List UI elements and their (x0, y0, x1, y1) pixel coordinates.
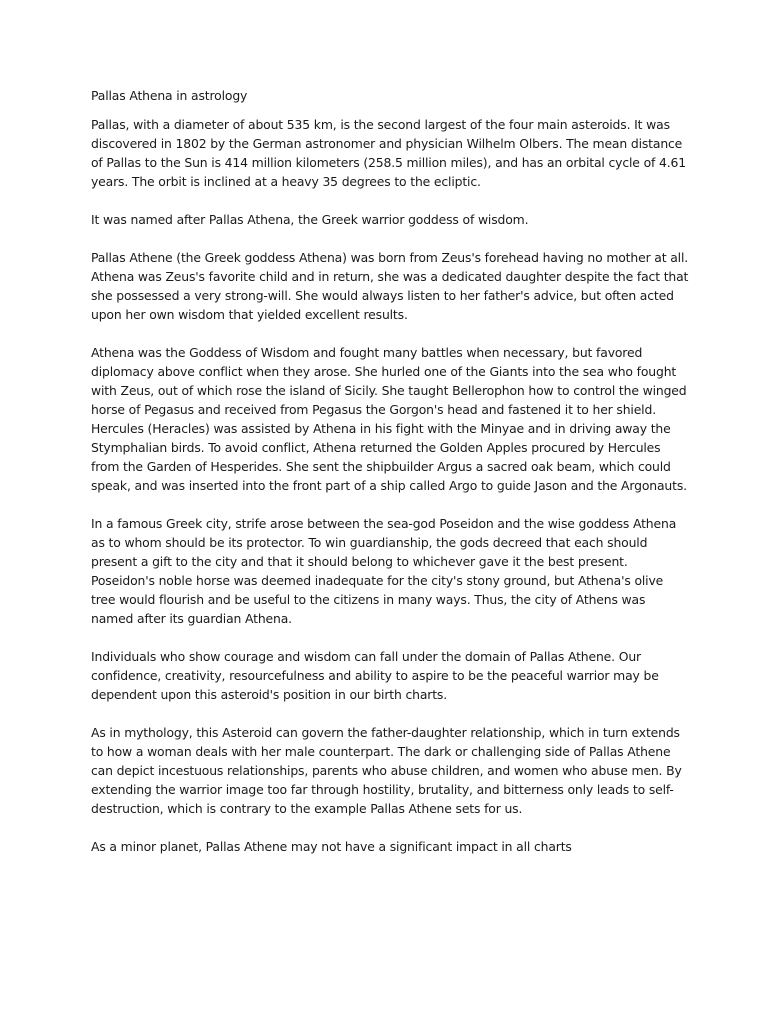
paragraph-minor-planet: As a minor planet, Pallas Athene may not have a significant impact in all charts (91, 839, 572, 854)
paragraph-pallas-description: Pallas, with a diameter of about 535 km, is the second largest of the four main asteroids. It was discovered in 1802 by the German astronomer and physician Wilhelm Olbers. The mean distance of Pallas to the Sun is 414 million kilometers (258.5 million miles), and has an orbital cycle of 4.61 years. The orbit is inclined at a heavy 35 degrees to the ecliptic. (91, 117, 686, 189)
paragraph-goddess-of-wisdom: Athena was the Goddess of Wisdom and fought many battles when necessary, but favored diplomacy above conflict when they arose. She hurled one of the Giants into the sea who fought with Zeus, out of which rose the island of Sicily. She taught Bellerophon how to control the winged horse of Pegasus and received from Pegasus the Gorgon's head and fastened it to her shield. Hercules (Heracles) was assisted by Athena in his fight with the Minyae and in driving away the Stymphalian birds. To avoid conflict, Athena returned the Golden Apples procured by Hercules from the Garden of Hesperides. She sent the shipbuilder Argus a sacred oak beam, which could speak, and was inserted into the front part of a ship called Argo to guide Jason and the Argonauts. (91, 345, 687, 493)
document-body (91, 86, 691, 875)
paragraph-athens: In a famous Greek city, strife arose between the sea-god Poseidon and the wise goddess Athena as to whom should be its protector. To win guardianship, the gods decreed that each should present a gift to the city and that it should belong to whichever gave it the best present. Poseidon's noble horse was deemed inadequate for the city's stony ground, but Athena's olive tree would flourish and be useful to the citizens in many ways. Thus, the city of Athens was named after its guardian Athena. (91, 516, 677, 626)
paragraph-birth: Pallas Athene (the Greek goddess Athena) was born from Zeus's forehead having no mother at all. Athena was Zeus's favorite child and in return, she was a dedicated daughter despite the fact that she possessed a very strong-will. She would always listen to her father's advice, but often acted upon her own wisdom that yielded excellent results. (91, 250, 689, 322)
document-title: Pallas Athena in astrology (91, 88, 248, 103)
paragraph-naming: It was named after Pallas Athena, the Greek warrior goddess of wisdom. (91, 212, 529, 227)
paragraph-individuals: Individuals who show courage and wisdom can fall under the domain of Pallas Athene. Our confidence, creativity, resourcefulness and ability to aspire to be the peaceful warrior may be dependent upon this asteroid's position in our birth charts. (91, 649, 659, 702)
paragraph-father-daughter: As in mythology, this Asteroid can govern the father-daughter relationship, which in turn extends to how a woman deals with her male counterpart. The dark or challenging side of Pallas Athene can depict incestuous relationships, parents who abuse children, and women who abuse men. By extending the warrior image too far through hostility, brutality, and bitterness only leads to self-destruction, which is contrary to the example Pallas Athene sets for us. (91, 725, 682, 816)
